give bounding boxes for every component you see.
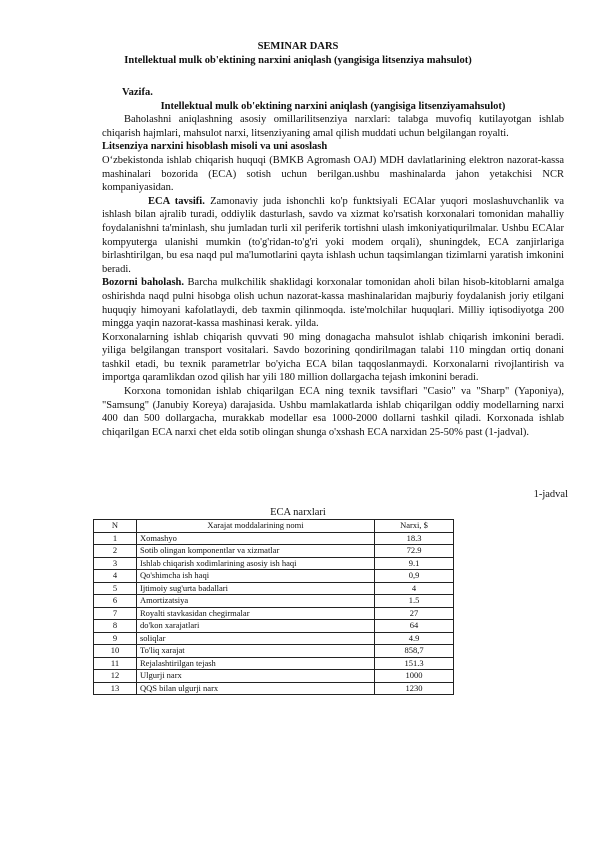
table-row <box>94 532 454 545</box>
item-name-cell: Rejalashtirilgan tejash <box>137 657 375 670</box>
row-number-cell: 12 <box>94 670 137 683</box>
price-cell: 18.3 <box>375 532 454 545</box>
paragraph-capacity: Korxonalarning ishlab chiqarish quvvati 90 ming donagacha mahsulot ishlab chiqarish imkonini beradi. yiliga belgilangan transport vositalari. Savdo bozorining qondirilmagan talabi 110 mingdan ortiq donani tashkil etadi, bu texnik parametrlar bo'yicha ECA bilan taqqoslanmaydi. Korxonalarni rivojlantirish va importga qaramlikdan ozod qilish har yili 180 million dollargacha tejash imkonini beradi. <box>102 331 564 384</box>
page-title: SEMINAR DARS <box>257 41 339 52</box>
item-name-cell: Ishlab chiqarish xodimlarining asosiy ish haqi <box>137 557 375 570</box>
table-row <box>94 645 454 658</box>
table-title: ECA narxlari <box>270 507 326 518</box>
table-row <box>94 620 454 633</box>
price-cell: 9.1 <box>375 557 454 570</box>
header-cell-name: Xarajat moddalarining nomi <box>137 520 375 533</box>
document-body <box>102 86 564 439</box>
eca-description-label: ECA tavsifi. <box>148 195 205 207</box>
table-row <box>94 557 454 570</box>
table-row <box>94 545 454 558</box>
table-row <box>94 657 454 670</box>
item-name-cell: To'liq xarajat <box>137 645 375 658</box>
header-cell-number: N <box>94 520 137 533</box>
price-cell: 0,9 <box>375 570 454 583</box>
table-row <box>94 595 454 608</box>
eca-description-text: Zamonaviy juda ishonchli ko'p funktsiyali ECAlar yuqori moslashuvchanlik va ishlash bilan ajralib turadi, oddiylik dasturlash, savdo va xizmat ko'rsatish korxonalari tomonidan mahalliy foydalanishni ta'minlash, shu jumladan turli xil periferik tortishni ulash imkoniyatiqurilmalar. Ushbu ECAlar kompyuterga ulanishi mumkin (to'g'ridan-to'g'ri yoki modem orqali), shuningdek, ECA zanjirlariga birlashtirilgan, bu esa naqd pul ma'lumotlarini qayta ishlash uchun taqsimlangan tizimlarni yaratish imkonini beradi. <box>102 195 564 275</box>
task-title: Intellektual mulk ob'ektining narxini aniqlash (yangisiga litsenziyamahsulot) <box>160 100 506 112</box>
item-name-cell: Sotib olingan komponentlar va xizmatlar <box>137 545 375 558</box>
price-cell: 4.9 <box>375 632 454 645</box>
item-name-cell: soliqlar <box>137 632 375 645</box>
price-cell: 151.3 <box>375 657 454 670</box>
item-name-cell: Xomashyo <box>137 532 375 545</box>
paragraph-intro: O‘zbekistonda ishlab chiqarish huquqi (BMKB Agromash OAJ) MDH davlatlarining elektron nazorat-kassa mashinalari bozorida (ECA) sotish uchun berilgan.ushbu mashinalarda jahon yetakchisi NCR kompaniyasidan. <box>102 154 564 194</box>
table-row <box>94 607 454 620</box>
paragraph-specs: Korxona tomonidan ishlab chiqarilgan ECA ning texnik tavsiflari "Casio" va "Sharp" (Yaponiya), "Samsung" (Janubiy Koreya) darajasida. Ushbu mamlakatlarda ishlab chiqarilgan oddiy modellarning narxi 400 dan 500 dollargacha, murakkab modellar esa 1000-2000 dollarni tashkil qiladi. Korxonada ishlab chiqarilgan ECA narxi chet elda sotib olingan shunga o'xshash ECA narxidan 25-50% past (1-jadval). <box>102 386 564 438</box>
price-cell: 1.5 <box>375 595 454 608</box>
row-number-cell: 5 <box>94 582 137 595</box>
task-heading: Vazifa. <box>122 87 153 98</box>
row-number-cell: 3 <box>94 557 137 570</box>
price-table <box>93 519 454 695</box>
header-cell-price: Narxi, $ <box>375 520 454 533</box>
paragraph-eca-description <box>102 195 564 277</box>
section-heading: Litsenziya narxini hisoblash misoli va uni asoslash <box>102 141 328 153</box>
price-cell: 64 <box>375 620 454 633</box>
item-name-cell: Ijtimoiy sug'urta badallari <box>137 582 375 595</box>
price-cell: 72.9 <box>375 545 454 558</box>
paragraph-market <box>102 276 564 330</box>
page-subtitle: Intellektual mulk ob'ektining narxini aniqlash (yangisiga litsenziya mahsulot) <box>124 55 472 66</box>
table-row <box>94 682 454 695</box>
item-name-cell: Amortizatsiya <box>137 595 375 608</box>
price-cell: 1230 <box>375 682 454 695</box>
price-cell: 1000 <box>375 670 454 683</box>
table-number-label: 1-jadval <box>533 489 568 500</box>
price-cell: 4 <box>375 582 454 595</box>
item-name-cell: QQS bilan ulgurji narx <box>137 682 375 695</box>
price-cell: 27 <box>375 607 454 620</box>
table-row <box>94 670 454 683</box>
table-row <box>94 570 454 583</box>
market-text: Barcha mulkchilik shaklidagi korxonalar tomonidan aholi bilan hisob-kitoblarni amalga oshirishda naqd pulni hisobga olish uchun nazorat-kassa mashinalaridan majburiy foydalanish joriy etilgani huquqiy himoyani kafolatlaydi, deb taxmin qilinmoqda. iste'molchilar huquqlari. Milliy iqtisodiyotga 200 mingga yaqin nazorat-kassa mashinasi kerak. yilda. <box>102 277 564 330</box>
item-name-cell: Royalti stavkasidan chegirmalar <box>137 607 375 620</box>
row-number-cell: 9 <box>94 632 137 645</box>
row-number-cell: 13 <box>94 682 137 695</box>
item-name-cell: Qo'shimcha ish haqi <box>137 570 375 583</box>
row-number-cell: 4 <box>94 570 137 583</box>
table-row <box>94 632 454 645</box>
row-number-cell: 10 <box>94 645 137 658</box>
price-cell: 858,7 <box>375 645 454 658</box>
row-number-cell: 1 <box>94 532 137 545</box>
table-row <box>94 582 454 595</box>
item-name-cell: do'kon xarajatlari <box>137 620 375 633</box>
row-number-cell: 7 <box>94 607 137 620</box>
row-number-cell: 8 <box>94 620 137 633</box>
item-name-cell: Ulgurji narx <box>137 670 375 683</box>
market-label: Bozorni baholash. <box>102 277 185 289</box>
paragraph-factors: Baholashni aniqlashning asosiy omillarilitsenziya narxlari: talabga muvofiq kutilayotgan ishlab chiqarish hajmlari, mahsulot narxi, litsenziyaning amal qilish muddati uchun belgilangan royalti. <box>102 114 564 139</box>
row-number-cell: 2 <box>94 545 137 558</box>
row-number-cell: 11 <box>94 657 137 670</box>
table-header-row <box>94 520 454 533</box>
row-number-cell: 6 <box>94 595 137 608</box>
